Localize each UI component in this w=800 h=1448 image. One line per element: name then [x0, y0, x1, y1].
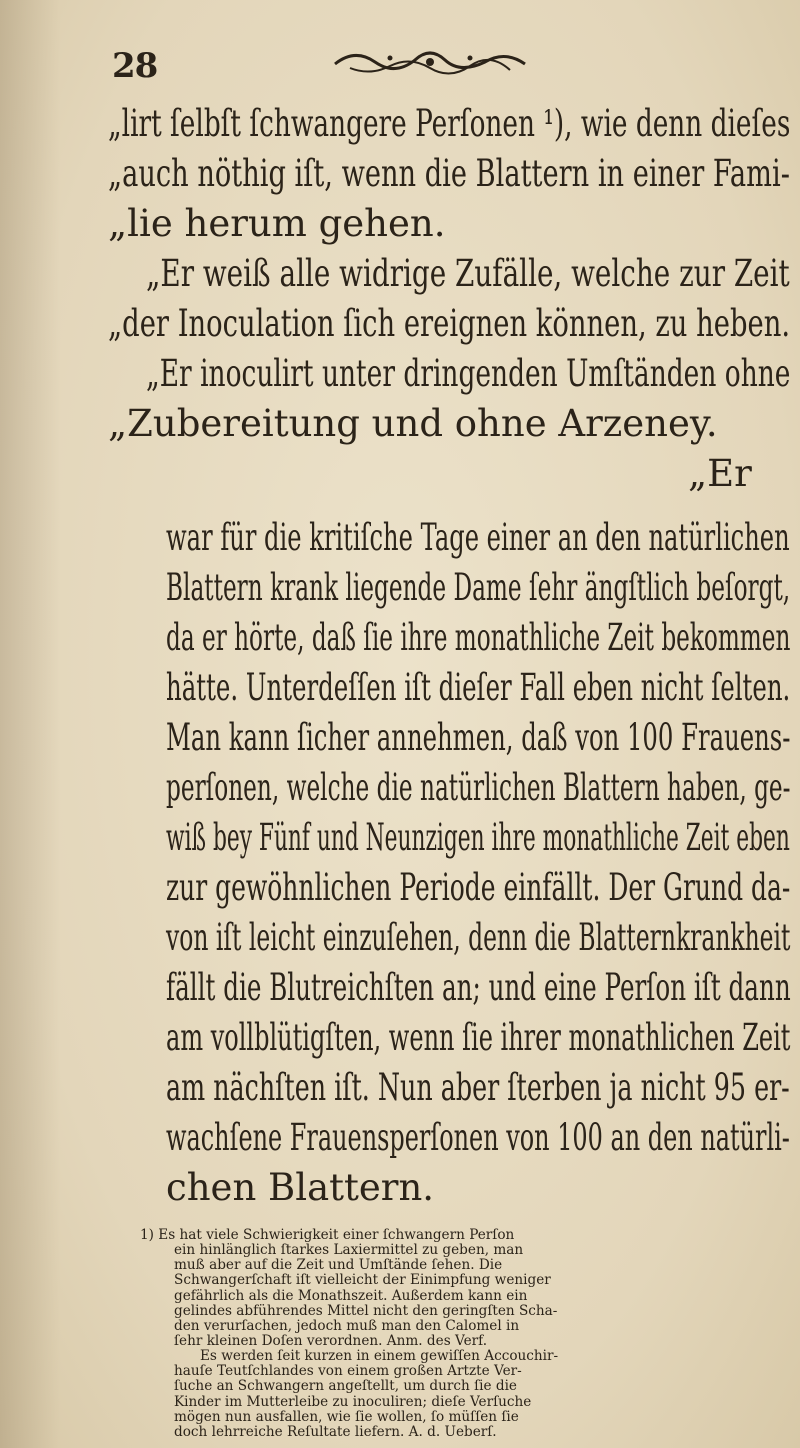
body-line: am vollblütigſten, wenn ſie ihrer monathlichen Zeit [166, 1016, 791, 1059]
footnote-line: ſuche an Schwangern angeſtellt, um durch ſie die [174, 1378, 517, 1395]
quote-line: „der Inoculation ſich ereignen können, zu heben. [108, 302, 791, 345]
spine-shadow [0, 0, 60, 1448]
body-line: chen Blattern. [166, 1166, 435, 1209]
body-line: wachſene Frauensperſonen von 100 an den natürli- [166, 1116, 790, 1159]
footnote-line: mögen nun ausfallen, wie ſie wollen, ſo müſſen ſie [174, 1408, 519, 1425]
body-line: fällt die Blutreichſten an; und eine Perſon iſt dann [166, 966, 791, 1009]
header-ornament [330, 44, 530, 80]
quote-line: „Er inoculirt unter dringenden Umſtänden ohne [146, 352, 791, 395]
page-number: 28 [112, 46, 158, 86]
footnote-line: Es werden ſeit kurzen in einem gewiſſen Accouchir- [200, 1348, 559, 1365]
footnote-line: ein hinlänglich ſtarkes Laxiermittel zu geben, man [174, 1242, 524, 1259]
footnote-line: 1) Es hat viele Schwierigkeit einer ſchwangern Perſon [140, 1227, 515, 1243]
body-line: Man kann ſicher annehmen, daß von 100 Frauens- [166, 716, 791, 759]
quote-line: „auch nöthig iſt, wenn die Blattern in einer Fami- [108, 152, 790, 195]
quote-line: „Zubereitung und ohne Arzeney. [108, 402, 718, 445]
footnote-line: doch lehrreiche Reſultate liefern. A. d. Ueberſ. [174, 1423, 497, 1440]
footnote-line: den verurſachen, jedoch muß man den Calomel in [174, 1317, 520, 1334]
body-line: wiß bey Fünf und Neunzigen ihre monathliche Zeit eben [166, 816, 790, 859]
footnote-line: gelindes abführendes Mittel nicht den geringſten Scha- [174, 1302, 558, 1319]
body-line: da er hörte, daß ſie ihre monathliche Zeit bekommen [166, 616, 791, 659]
body-line: am nächſten iſt. Nun aber ſterben ja nicht 95 er- [166, 1066, 790, 1109]
body-line: perſonen, welche die natürlichen Blattern haben, ge- [166, 766, 791, 809]
footnote-line: ſehr kleinen Doſen verordnen. Anm. des Verf. [174, 1333, 488, 1349]
body-line: Blattern krank liegende Dame ſehr ängſtlich beſorgt, [166, 566, 791, 609]
catchword: „Er [688, 452, 752, 495]
quote-line: „Er weiß alle widrige Zufälle, welche zur Zeit [146, 252, 790, 295]
footnote-line: gefährlich als die Monathszeit. Außerdem kann ein [174, 1287, 528, 1304]
footnote-line: hauſe Teutſchlandes von einem großen Artzte Ver- [174, 1363, 522, 1380]
body-line: von iſt leicht einzuſehen, denn die Blatternkrankheit [166, 916, 791, 959]
body-line: zur gewöhnlichen Periode einfällt. Der Grund da- [166, 866, 791, 909]
body-line: hätte. Unterdeſſen iſt dieſer Fall eben nicht ſelten. [166, 666, 791, 709]
footnote-line: Kinder im Mutterleibe zu inoculiren; dieſe Verſuche [174, 1393, 532, 1410]
footnote-line: Schwangerſchaft iſt vielleicht der Einimpfung weniger [174, 1272, 551, 1289]
quote-line: „lie herum gehen. [108, 202, 446, 245]
quote-line: „lirt ſelbſt ſchwangere Perſonen ¹), wie denn dieſes [108, 102, 791, 145]
body-line: war für die kritiſche Tage einer an den natürlichen [166, 516, 790, 559]
footnote-line: muß aber auf die Zeit und Umſtände ſehen. Die [174, 1257, 503, 1274]
